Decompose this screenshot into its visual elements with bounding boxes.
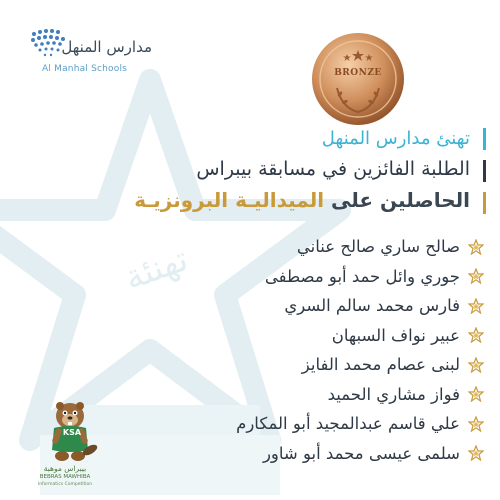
student-name: جوري وائل حمد أبو مصطفى bbox=[264, 266, 460, 286]
star-icon bbox=[468, 239, 484, 255]
medal-label: BRONZE bbox=[334, 68, 382, 78]
school-logo bbox=[28, 24, 152, 84]
mascot-badge: KSA bbox=[62, 428, 82, 437]
star-icon bbox=[468, 386, 484, 402]
student-name: عبير نواف السبهان bbox=[331, 325, 460, 345]
student-name: سلمى عيسى محمد أبو شاور bbox=[262, 443, 460, 463]
heading-bronze-prefix: الحاصلين على bbox=[324, 188, 470, 212]
heading-accent-bar bbox=[483, 160, 486, 182]
student-name: فارس محمد سالم السري bbox=[284, 296, 460, 316]
student-name: علي قاسم عبدالمجيد أبو المكارم bbox=[236, 414, 460, 434]
mascot-name-ar: بيبراس موهبة bbox=[43, 464, 87, 473]
heading-bronze-highlight: الميداليـة البرونزيـة bbox=[134, 188, 325, 212]
student-name: صالح ساري صالح عناني bbox=[296, 237, 460, 257]
list-item bbox=[184, 380, 484, 410]
beaver-mascot bbox=[40, 398, 100, 464]
star-icon bbox=[468, 416, 484, 432]
logo-name-ar: مدارس المنهل bbox=[61, 38, 152, 56]
student-list bbox=[184, 232, 484, 468]
mascot-name-en: BEBRAS MAWHIBA bbox=[39, 474, 91, 480]
heading-congratulations: تهنئ مدارس المنهل bbox=[321, 128, 470, 149]
star-icon bbox=[468, 445, 484, 461]
list-item bbox=[184, 350, 484, 380]
student-name: فواز مشاري الحميد bbox=[327, 384, 460, 404]
list-item bbox=[184, 409, 484, 439]
heading-winners: الطلبة الفائزين في مسابقة بيبراس bbox=[196, 158, 470, 180]
bronze-medal bbox=[307, 28, 409, 130]
list-item bbox=[184, 291, 484, 321]
star-icon bbox=[468, 298, 484, 314]
list-item bbox=[184, 262, 484, 292]
student-name: لبنى عصام محمد الفايز bbox=[301, 355, 460, 375]
star-icon bbox=[468, 357, 484, 373]
list-item bbox=[184, 439, 484, 469]
list-item bbox=[184, 232, 484, 262]
star-icon bbox=[468, 327, 484, 343]
bronze-medal-icon bbox=[307, 28, 409, 130]
mascot-subtitle: Informatics Competition bbox=[37, 482, 93, 487]
star-icon bbox=[468, 268, 484, 284]
heading-bronze-medal bbox=[134, 188, 470, 212]
heading-accent-bar bbox=[483, 128, 486, 150]
list-item bbox=[184, 321, 484, 351]
logo-name-en: Al Manhal Schools bbox=[42, 64, 128, 74]
svg-text:ﺗﻬﻨﺌﺔ: ﺗﻬﻨﺌﺔ bbox=[119, 239, 194, 299]
heading-accent-bar bbox=[483, 192, 486, 214]
